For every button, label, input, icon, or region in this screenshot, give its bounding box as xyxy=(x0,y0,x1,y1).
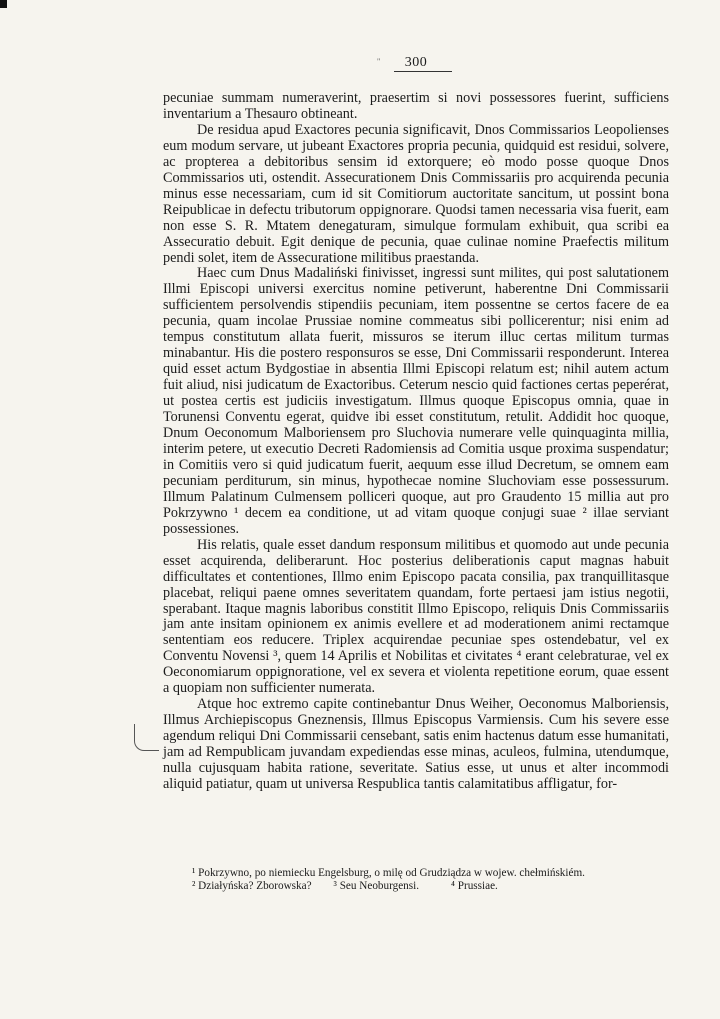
footnote-3: ³ Seu Neoburgensi. xyxy=(333,880,420,892)
footnote-row-2 xyxy=(192,880,670,893)
paragraph-2: De residua apud Exactores pecunia significavit, Dnos Commissarios Leopolienses eum modum servare, ut jubeant Exactores propria pecunia, quidquid est residui, solvere, ac propterea a debitoribus sensim id extorquere; eò modo posse quoque Dnos Commissarios uti, ostendit. Assecurationem Dnis Commissariis pro acquirenda pecunia minus esse necessariam, cum id sit Comitiorum auctoritate sancitum, ut possint bona Reipublicae in defectu tributorum oppignorare. Quodsi tamen necessaria visa fuerit, eam non esse S. R. Mtatem denegaturam, simulque formulam exhibuit, qua scribi ea Assecuratio debuit. Egit denique de pecunia, quae culinae nomine Praefectis militum pendi solet, item de Assecuratione militibus praestanda. xyxy=(163,121,669,266)
pencil-tick-mark: " xyxy=(377,57,381,66)
paragraph-5: Atque hoc extremo capite continebantur Dnus Weiher, Oeconomus Malboriensis, Illmus Archiepiscopus Gneznensis, Illmus Episcopus Varmiensis. Cum his severe esse agendum reliqui Dni Commissarii censebant, satis enim hactenus datum esse humanitati, jam ad Rempublicam juvandam expediendas esse minas, aculeos, fulmina, utendumque, nulla cujusquam habita ratione, severitate. Satius esse, ut unus et alter incommodi aliquid patiatur, quam ut universa Respublica tantis calamitatibus affligatur, for- xyxy=(163,696,669,792)
body-text xyxy=(163,91,669,793)
footnote-2: ² Działyńska? Zborowska? xyxy=(192,880,312,892)
footnote-1: ¹ Pokrzywno, po niemiecku Engelsburg, o milę od Grudziądza w wojew. chełmińskiém. xyxy=(192,867,585,879)
footnotes xyxy=(192,867,670,893)
paragraph-1: pecuniae summam numeraverint, praesertim si novi possessores fuerint, sufficiens inventarium a Thesauro obtineant. xyxy=(163,90,669,122)
paragraph-3: Haec cum Dnus Madaliński finivisset, ingressi sunt milites, qui post salutationem Illmi Episcopi universi exercitus nomine petiverunt, haberentne Dni Commissarii sufficientem persolvendis stipendiis pecuniam, item possentne se certos facere de ea pecunia, quam incolae Prussiae nomine commeatus sibi pollicerentur; nisi enim ad tempus constitutum allata fuerit, missuros se iterum illuc certas militum turmas minabantur. His die postero responsuros se esse, Dni Commissarii responderunt. Interea quid esset actum Bydgostiae in absentia Illmi Episcopi relatum est; nihil autem actum fuit aliud, nisi judicatum de Exactoribus. Ceterum nescio quid factiones certas peperérat, ut postea certis est judiciis investigatum. Illmus quoque Episcopus omnia, quae in Torunensi Conventu egerat, quidve ibi esset constitutum, retulit. Addidit hoc quoque, Dnum Oeconomum Malboriensem pro Sluchovia numerare velle quinquaginta millia, interim petere, ut executio Decreti Radomiensis ad Comitia usque proxima suspendatur; in Comitiis vero si quid judicatum fuerit, aequum esse illud Decretum, se omnem eam pecuniam perditurum, sin minus, hypothecae nomine Sluchoviam esse possessurum. Illmum Palatinum Culmensem polliceri quoque, aut pro Graudento 15 millia aut pro Pokrzywno ¹ decem ea conditione, ut ad vitam quoque conjugi suae ² illae serviant possessiones. xyxy=(163,265,669,537)
paragraph-4: His relatis, quale esset dandum responsum militibus et quomodo aut unde pecunia esset acquirenda, deliberarunt. Hoc posterius deliberationis caput magnas habuit difficultates et contentiones, Illmo enim Episcopo pacata consilia, pax tranquillitasque placebat, reliqui paene omnes severitatem quandam, forte pertaesi jam istius negotii, sperabant. Itaque magnis laboribus constitit Illmo Episcopo, reliquis Dnis Commissariis jam ante insitam opinionem ex animis evellere et ad moderationem animi rectamque sententiam eos reducere. Triplex acquirendae pecuniae spes ostendebatur, vel ex Conventu Novensi ³, quem 14 Aprilis et Nobilitas et civitates ⁴ erant celebraturae, vel ex Oeconomiarum oppignoratione, vel ex severa et violenta repetitione eorum, quae essent a quopiam non sufficienter numerata. xyxy=(163,536,669,697)
scan-corner-mark xyxy=(0,0,7,8)
page-number-underline xyxy=(394,71,452,72)
footnote-4: ⁴ Prussiae. xyxy=(451,880,498,892)
page-number: 300 xyxy=(404,55,428,70)
margin-pencil-bracket xyxy=(134,724,159,751)
